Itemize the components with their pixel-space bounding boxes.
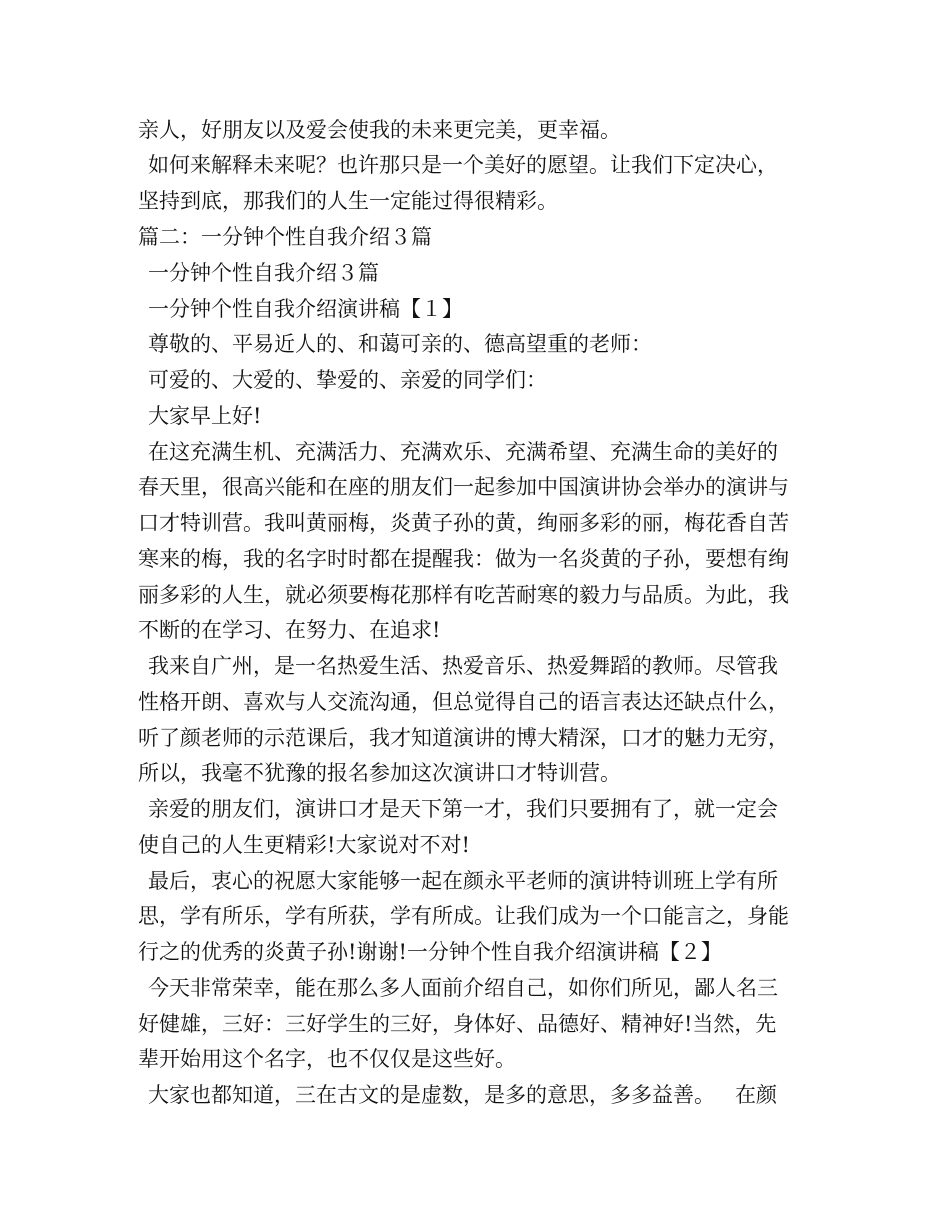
text-line: 所以，我毫不犹豫的报名参加这次演讲口才特训营。: [138, 761, 621, 785]
greeting-line: 尊敬的、平易近人的、和蔼可亲的、德高望重的老师：: [148, 332, 652, 356]
paragraph-line: 在这充满生机、充满活力、充满欢乐、充满希望、充满生命的美好的: [148, 440, 778, 464]
paragraph-line: 最后，衷心的祝愿大家能够一起在颜永平老师的演讲特训班上学有所: [148, 869, 778, 893]
text-line: 辈开始用这个名字，也不仅仅是这些好。: [138, 1047, 516, 1071]
subheading: 一分钟个性自我介绍３篇: [148, 261, 379, 285]
text-line: 坚持到底，那我们的人生一定能过得很精彩。: [138, 189, 558, 213]
greeting-line: 可爱的、大爱的、挚爱的、亲爱的同学们：: [148, 368, 547, 392]
paragraph-line: 如何来解释未来呢？也许那只是一个美好的愿望。让我们下定决心，: [148, 153, 778, 177]
section-heading: 篇二：一分钟个性自我介绍３篇: [138, 225, 432, 249]
text-line: 思，学有所乐，学有所获，学有所成。让我们成为一个口能言之，身能: [138, 904, 789, 928]
speech-title: 一分钟个性自我介绍演讲稿【１】: [148, 297, 463, 321]
greeting-line: 大家早上好!: [148, 404, 262, 428]
text-line: 寒来的梅，我的名字时时都在提醒我：做为一名炎黄的子孙，要想有绚: [138, 547, 789, 571]
text-line: 使自己的人生更精彩!大家说对不对!: [138, 833, 470, 857]
text-line: 春天里，很高兴能和在座的朋友们一起参加中国演讲协会举办的演讲与: [138, 475, 789, 499]
paragraph-line: 今天非常荣幸，能在那么多人面前介绍自己，如你们所见，鄙人名三: [148, 976, 778, 1000]
text-line: 口才特训营。我叫黄丽梅，炎黄子孙的黄，绚丽多彩的丽，梅花香自苦: [138, 511, 789, 535]
paragraph-line: 大家也都知道，三在古文的是虚数，是多的意思，多多益善。 在颜: [148, 1083, 778, 1107]
text-line: 性格开朗、喜欢与人交流沟通，但总觉得自己的语言表达还缺点什么，: [138, 690, 789, 714]
text-line: 听了颜老师的示范课后，我才知道演讲的博大精深，口才的魅力无穷，: [138, 726, 789, 750]
text-line: 好健雄，三好：三好学生的三好，身体好、品德好、精神好!当然，先: [138, 1012, 777, 1036]
text-line: 行之的优秀的炎黄子孙!谢谢!一分钟个性自我介绍演讲稿【２】: [138, 940, 722, 964]
paragraph-line: 亲爱的朋友们，演讲口才是天下第一才，我们只要拥有了，就一定会: [148, 797, 778, 821]
text-line: 不断的在学习、在努力、在追求!: [138, 618, 441, 642]
paragraph-line: 我来自广州，是一名热爱生活、热爱音乐、热爱舞蹈的教师。尽管我: [148, 654, 778, 678]
text-line: 亲人，好朋友以及爱会使我的未来更完美，更幸福。: [138, 118, 621, 142]
text-line: 丽多彩的人生，就必须要梅花那样有吃苦耐寒的毅力与品质。为此，我: [138, 583, 789, 607]
